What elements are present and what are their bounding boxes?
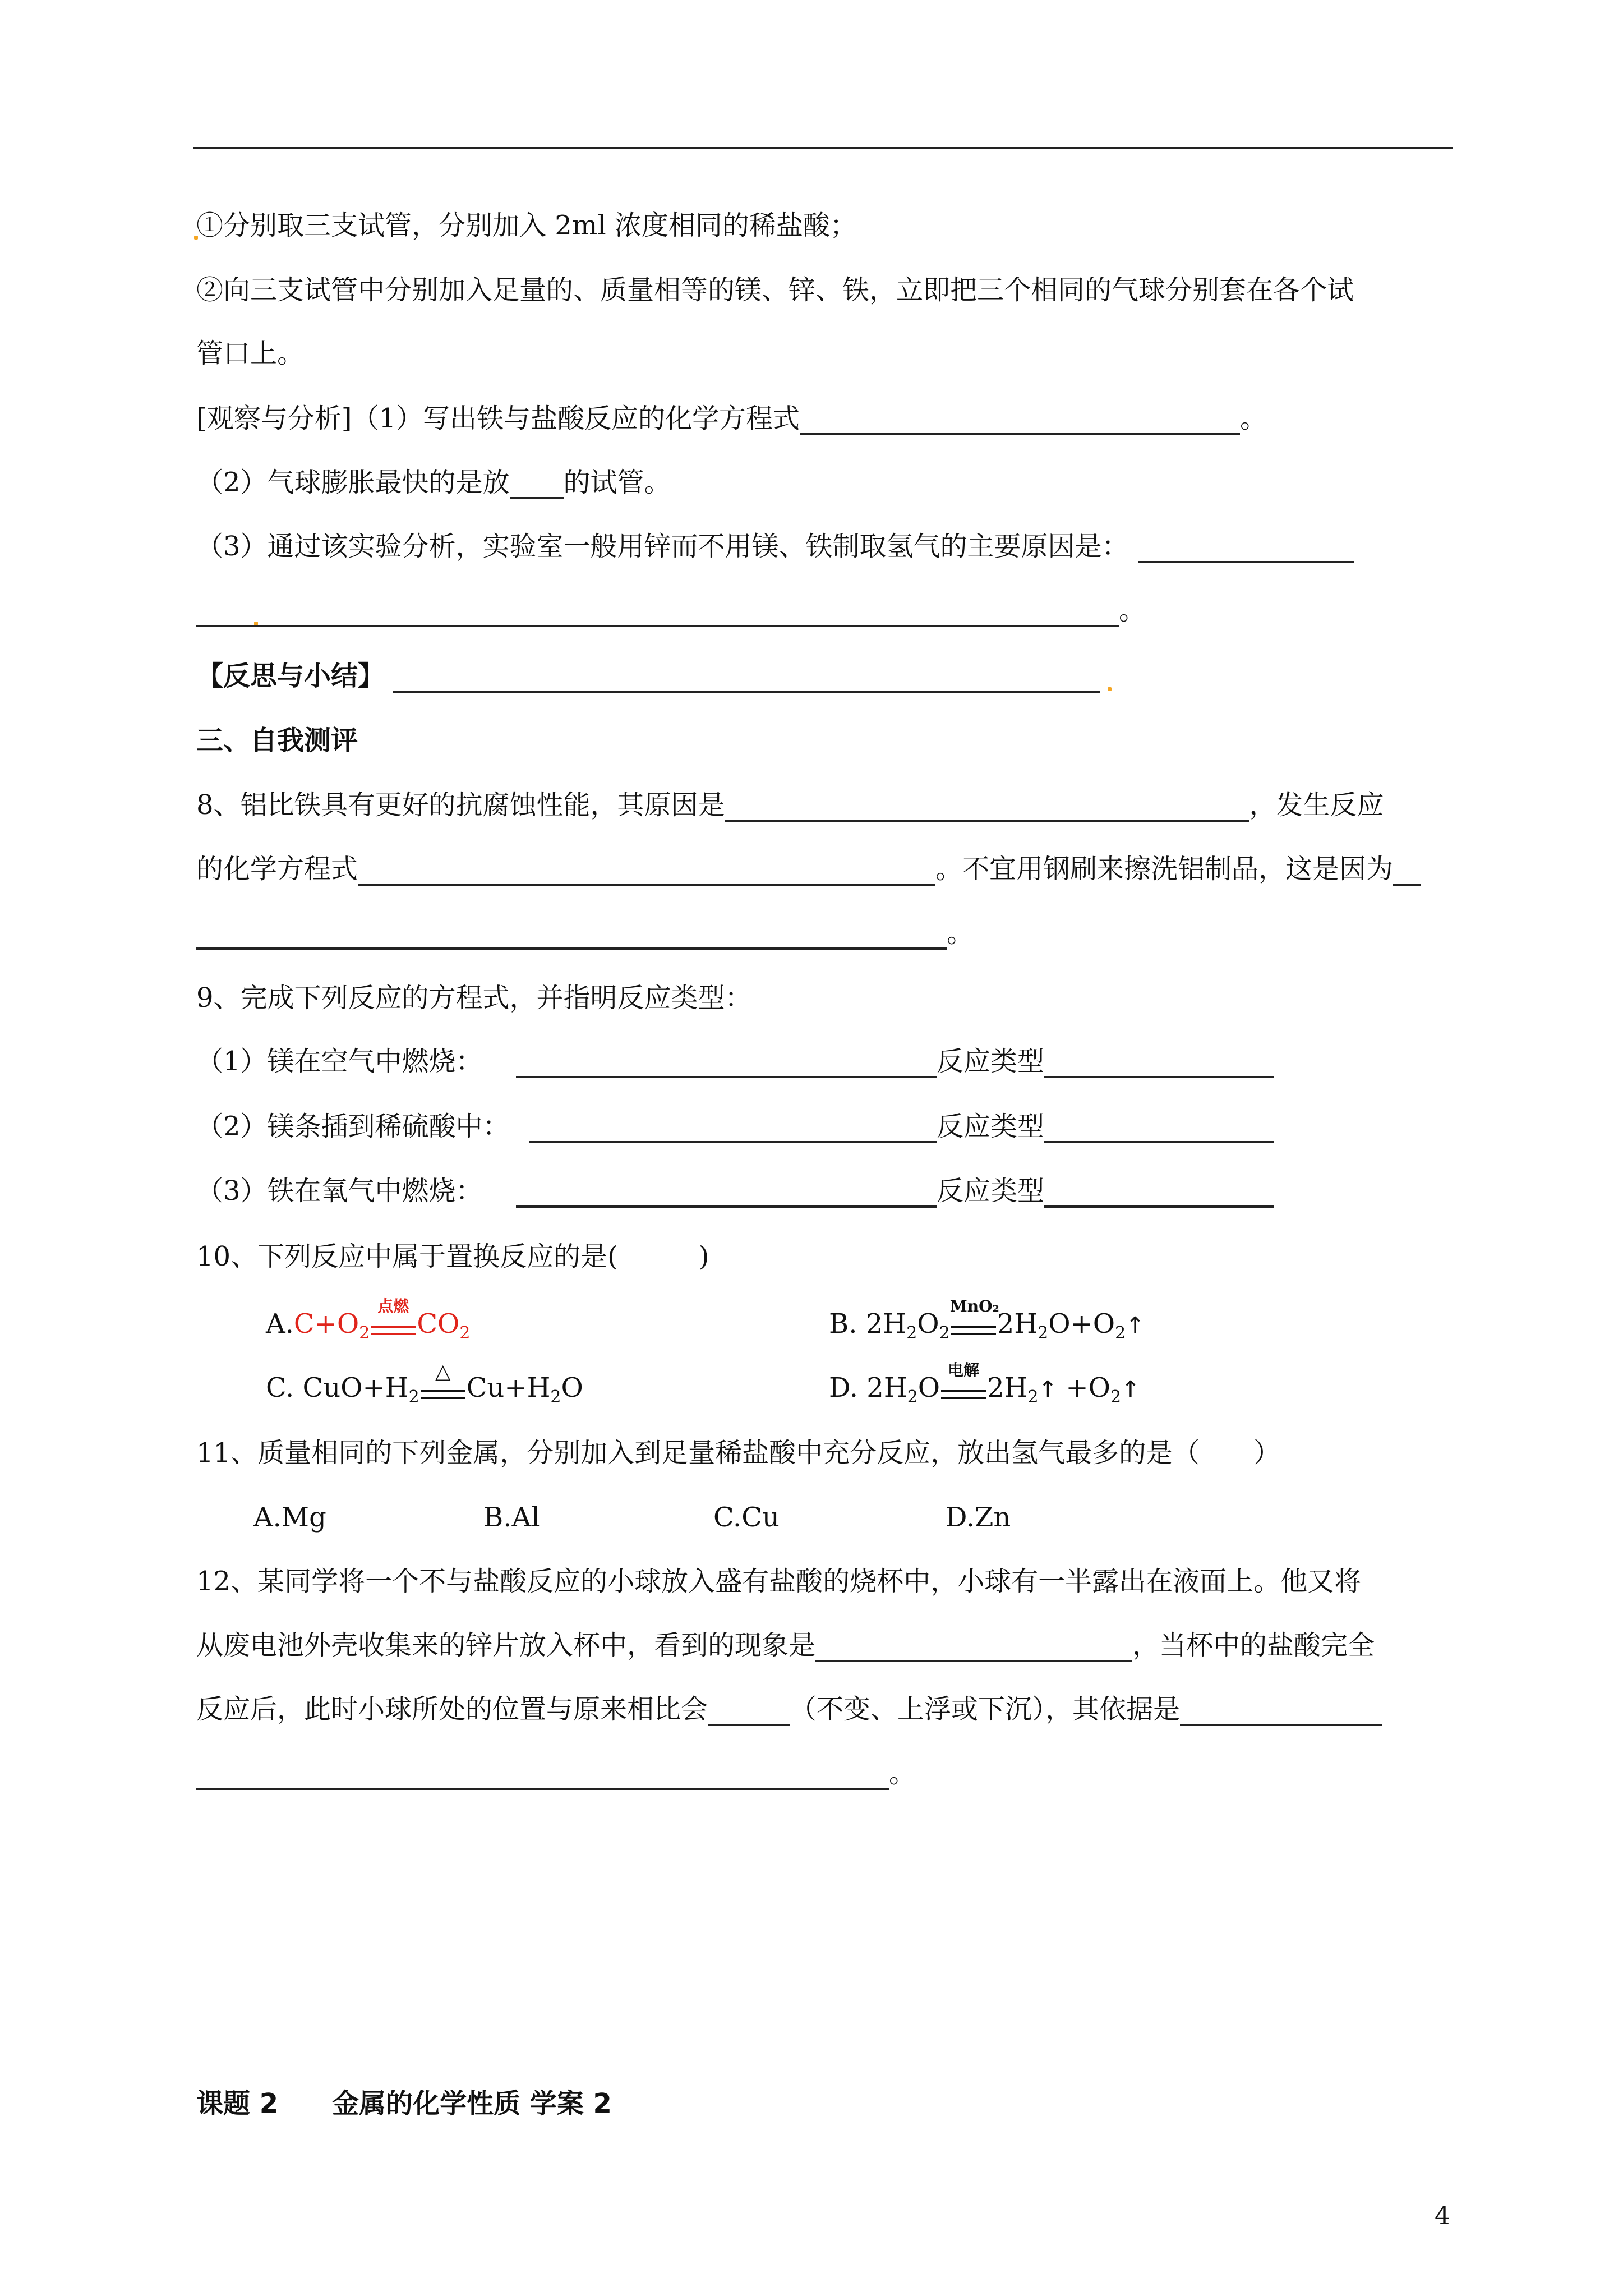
answer-blank[interactable] — [1138, 533, 1354, 563]
reaction-condition: MnO₂ — [950, 1313, 997, 1335]
answer-blank[interactable] — [358, 855, 935, 886]
exp-step-2-line2: 管口上。 — [196, 338, 305, 369]
orange-mark — [1108, 687, 1112, 691]
obs-question-3-cont: 。 — [196, 593, 1146, 627]
answer-blank[interactable] — [1044, 1177, 1274, 1208]
lesson-title: 课题 2 金属的化学性质 学案 2 — [196, 2088, 612, 2119]
header-rule — [193, 147, 1453, 149]
answer-blank[interactable] — [196, 597, 1119, 627]
gas-arrow-icon: ↑ — [1126, 1313, 1145, 1338]
question-9-item: （2）镁条插到稀硫酸中： 反应类型 — [196, 1110, 1274, 1143]
answer-blank[interactable] — [708, 1696, 790, 1726]
question-12-line2: 从废电池外壳收集来的锌片放入杯中，看到的现象是 ，当杯中的盐酸完全 — [196, 1630, 1375, 1661]
option-b[interactable]: B. $2H_2O_2$ MnO₂ $2H_2O+O_2↑$ — [829, 1297, 1145, 1343]
gas-arrow-icon: ↑ — [1121, 1377, 1140, 1402]
question-12-line4: 。 — [196, 1756, 916, 1790]
question-10-title: 10、下列反应中属于置换反应的是( ) — [196, 1241, 709, 1272]
answer-blank[interactable] — [1393, 855, 1421, 886]
question-9-item: （3）铁在氧气中燃烧： 反应类型 — [196, 1174, 1274, 1208]
reaction-condition: 电解 — [940, 1377, 987, 1399]
obs-question-3: （3）通过该实验分析，实验室一般用锌而不用镁、铁制取氢气的主要原因是： — [196, 530, 1354, 563]
answer-blank[interactable] — [393, 662, 1100, 693]
option-a[interactable]: $A.C+O_2$ 点燃 $CO_2$ — [266, 1297, 471, 1343]
orange-mark — [254, 622, 258, 625]
answer-blank[interactable] — [516, 1048, 937, 1078]
answer-blank[interactable] — [196, 919, 947, 950]
option-c[interactable]: C.Cu — [713, 1502, 780, 1533]
option-b[interactable]: B.Al — [483, 1502, 540, 1533]
answer-blank[interactable] — [516, 1177, 937, 1208]
exp-step-2-line1: ②向三支试管中分别加入足量的、质量相等的镁、锌、铁，立即把三个相同的气球分别套在各个试 — [196, 274, 1354, 306]
answer-blank[interactable] — [529, 1113, 937, 1143]
gas-arrow-icon: ↑ — [1038, 1377, 1058, 1402]
answer-blank[interactable] — [800, 405, 1240, 435]
question-9-item: （1）镁在空气中燃烧： 反应类型 — [196, 1045, 1274, 1078]
page-number: 4 — [1435, 2202, 1450, 2230]
question-8-line2: 的化学方程式 。不宜用钢刷来擦洗铝制品，这是因为 — [196, 852, 1421, 886]
option-d[interactable]: D. $2H_2O$ 电解 $2H_2↑$ $+O_2↑$ — [829, 1361, 1140, 1407]
option-c[interactable]: C. $CuO+H_2$ △ $Cu+H_2O$ — [266, 1360, 583, 1407]
option-d[interactable]: D.Zn — [946, 1502, 1011, 1533]
obs-question-1: [观察与分析]（1）写出铁与盐酸反应的化学方程式 。 — [196, 403, 1267, 434]
option-a[interactable]: A.Mg — [253, 1502, 326, 1533]
reaction-condition: 点燃 — [370, 1313, 417, 1335]
question-12-line3: 反应后，此时小球所处的位置与原来相比会 （不变、上浮或下沉），其依据是 — [196, 1692, 1382, 1726]
answer-blank[interactable] — [196, 1760, 889, 1790]
answer-blank[interactable] — [815, 1632, 1132, 1662]
answer-blank[interactable] — [1180, 1696, 1382, 1726]
section-title: 三、自我测评 — [196, 725, 358, 756]
question-8-line3: 。 — [196, 916, 974, 950]
answer-blank[interactable] — [1044, 1048, 1274, 1078]
question-8-line1: 8、铝比铁具有更好的抗腐蚀性能，其原因是 ，发生反应 — [196, 789, 1384, 821]
obs-question-2: （2）气球膨胀最快的是放 的试管。 — [196, 467, 671, 498]
question-11-title: 11、质量相同的下列金属，分别加入到足量稀盐酸中充分反应，放出氢气最多的是（ ） — [196, 1437, 1281, 1469]
question-9-title: 9、完成下列反应的方程式，并指明反应类型： — [196, 982, 752, 1014]
question-12-line1: 12、某同学将一个不与盐酸反应的小球放入盛有盐酸的烧杯中，小球有一半露出在液面上。他又将 — [196, 1566, 1362, 1597]
answer-blank[interactable] — [1044, 1113, 1274, 1143]
answer-blank[interactable] — [725, 792, 1249, 822]
answer-blank[interactable] — [510, 469, 564, 499]
exp-step-1: ①分别取三支试管，分别加入 2ml 浓度相同的稀盐酸； — [196, 210, 857, 241]
reflection: 【反思与小结】 — [196, 659, 1100, 693]
reaction-condition: △ — [419, 1377, 467, 1399]
